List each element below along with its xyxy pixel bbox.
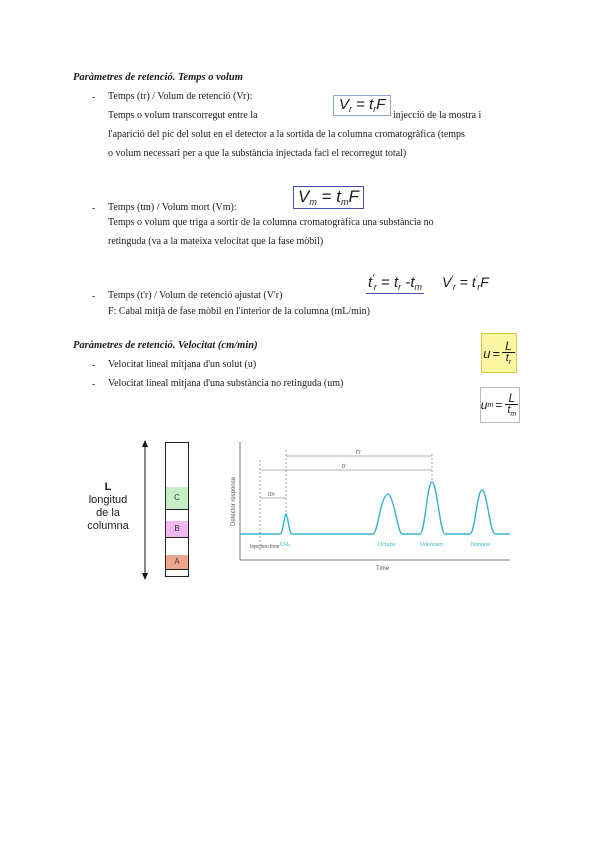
peak-label-ch4: CH₄ <box>280 542 291 548</box>
band-b: B <box>166 521 188 538</box>
formula-um: u m = $\frac{L}{t_m}$ <box>480 387 520 423</box>
bullet-dash: - <box>92 203 96 214</box>
section-heading-velocity: Paràmetres de retenció. Velocitat (cm/min) <box>73 340 258 351</box>
column-length-symbol: L <box>104 481 112 493</box>
dim-label-mid: tr <box>342 464 346 470</box>
item-dead-time-line1: Temps o volum que triga a sortir de la columna cromatogràfica una substància no <box>108 217 434 228</box>
formula-vm: $V_m = t_mF$ <box>293 186 364 209</box>
column-length-line1: longitud <box>88 494 128 506</box>
bullet-dash: - <box>92 360 96 371</box>
column-length-line2: de la <box>96 507 120 519</box>
item-unretained-velocity: Velocitat lineal mitjana d'una substància no retinguda (um) <box>108 378 344 389</box>
item-retention-time-title: Temps (tr) / Volum de retenció (Vr): <box>108 91 253 102</box>
section-heading-time-volume: Paràmetres de retenció. Temps o volum <box>73 72 243 83</box>
dim-label-inner: tm <box>268 492 275 498</box>
dim-label-outer: t'r <box>356 450 361 456</box>
item-retention-time-line1b: injecció de la mostra i <box>393 110 482 121</box>
length-arrow <box>138 440 152 580</box>
item-adjusted-time-title: Temps (t'r) / Volum de retenció ajustat (V'r) <box>108 290 283 301</box>
item-retention-time-line3: o volum necessari per a que la substància injectada faci el recorregut total) <box>108 148 407 159</box>
peak-label-unknown: Unknown <box>420 542 443 548</box>
column-gap-2 <box>166 537 188 556</box>
bullet-dash: - <box>92 291 96 302</box>
x-axis-label: Time <box>376 566 390 572</box>
formula-vr: $V_r = t_rF$ <box>333 95 391 116</box>
formula-u: u = $\frac{L}{t_r}$ <box>481 333 517 373</box>
band-a: A <box>166 555 188 570</box>
item-dead-time-title: Temps (tm) / Volum mort (Vm): <box>108 202 237 213</box>
item-retention-time-line1: Temps o volum transcorregut entre la <box>108 110 258 121</box>
column-tube <box>165 442 189 577</box>
y-axis-label: Detector response <box>231 476 237 526</box>
chromatogram <box>228 436 518 576</box>
column-length-line3: columna <box>87 520 129 532</box>
peak-label-octane: Octane <box>378 542 396 548</box>
item-adjusted-time-line1: F: Cabal mitjà de fase mòbil en l'interior de la columna (mL/min) <box>108 306 371 317</box>
signal-trace <box>240 482 510 534</box>
inject-label: Injection time <box>250 544 280 550</box>
column-empty-top <box>166 443 188 488</box>
formula-adjusted-volume: $V'_r = t'_rF$ <box>442 274 489 292</box>
bullet-dash: - <box>92 92 96 103</box>
column-length-label <box>78 481 138 533</box>
item-dead-time-line2: retinguda (va a la mateixa velocitat que la fase mòbil) <box>108 236 324 247</box>
formula-adjusted-time: $t'_r = t_r$ $-t_m$ <box>368 273 423 292</box>
item-solute-velocity: Velocitat lineal mitjana d'un solut (u) <box>108 359 257 370</box>
bullet-dash: - <box>92 379 96 390</box>
peak-label-nonane: Nonane <box>471 542 491 548</box>
band-c: C <box>166 487 188 510</box>
item-retention-time-line2: l'aparició del pic del solut en el detector a la sortida de la columna cromatogràfica (temps <box>108 129 465 140</box>
